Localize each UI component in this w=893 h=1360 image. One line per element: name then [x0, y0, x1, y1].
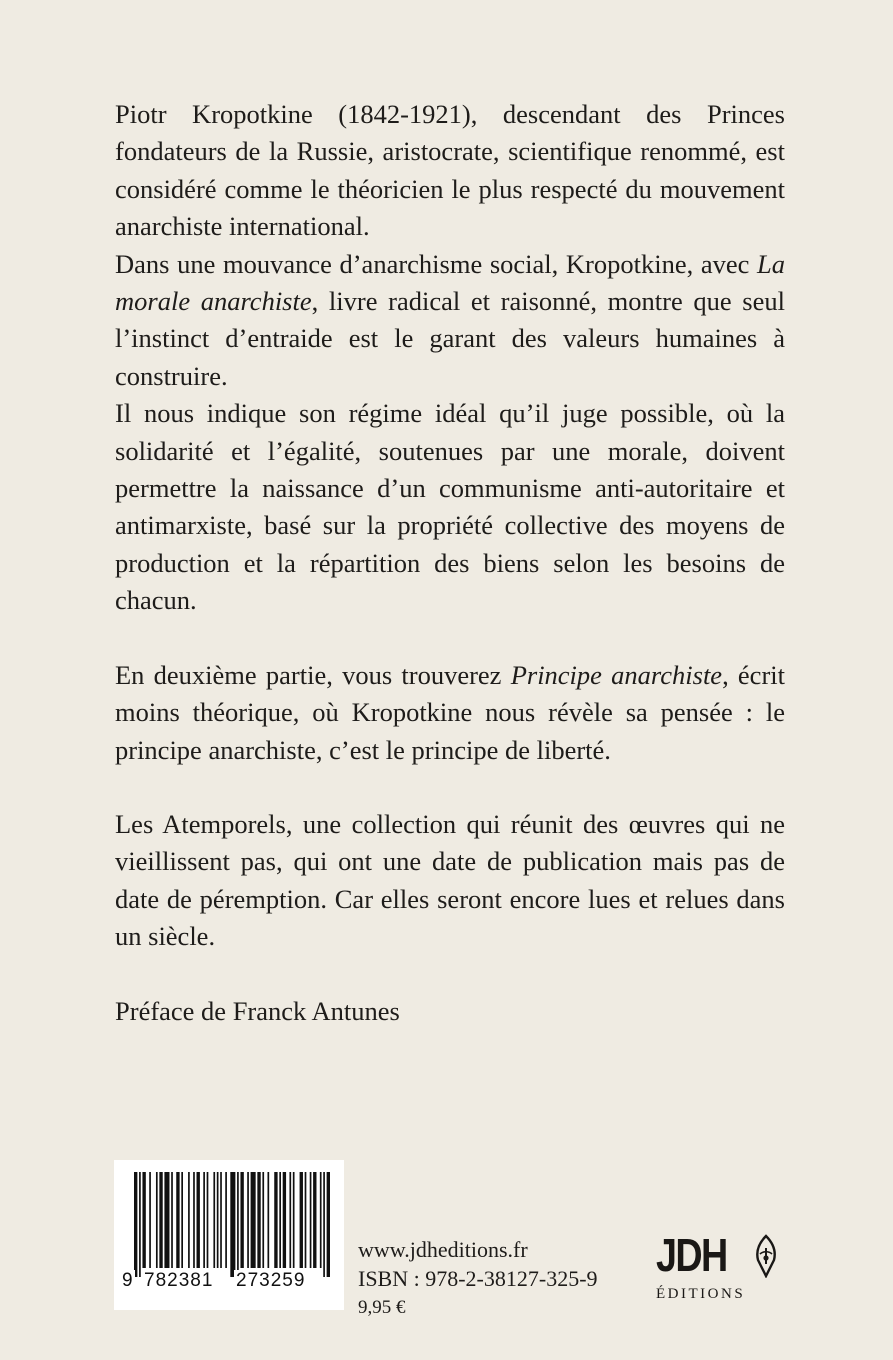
- barcode-bar: [188, 1172, 190, 1268]
- barcode: [114, 1160, 344, 1310]
- barcode-bar: [134, 1172, 137, 1277]
- barcode-bar: [213, 1172, 215, 1268]
- barcode-bar: [289, 1172, 291, 1268]
- barcode-bar: [176, 1172, 179, 1268]
- barcode-bar: [207, 1172, 209, 1268]
- barcode-bar: [171, 1172, 173, 1268]
- second-part-title: Principe anarchiste: [510, 659, 723, 690]
- barcode-bar: [193, 1172, 195, 1268]
- barcode-bar: [274, 1172, 277, 1268]
- book-summary-paragraph: Dans une mouvance d’anarchisme social, Kropotkine, avec La morale anarchiste, livre radical et raisonné, montre que seul l’instinct d’entraide est le garant des valeurs humaines à construire.: [115, 248, 785, 391]
- barcode-bar: [327, 1172, 330, 1277]
- barcode-bars: [134, 1172, 330, 1277]
- barcode-bar: [240, 1172, 243, 1268]
- publisher-website: www.jdheditions.fr: [358, 1237, 528, 1262]
- barcode-bar: [313, 1172, 316, 1268]
- barcode-bar: [203, 1172, 205, 1268]
- barcode-bar: [305, 1172, 307, 1268]
- barcode-bar: [247, 1172, 249, 1268]
- barcode-bar: [283, 1172, 286, 1268]
- isbn-number: ISBN : 978-2-38127-325-9: [358, 1266, 598, 1291]
- barcode-bar: [279, 1172, 281, 1268]
- collection-paragraph: Les Atemporels, une collection qui réunit des œuvres qui ne vieillissent pas, qui ont une date de publication mais pas de date de péremption. Car elles seront encore lues et relues dans un siècle.: [115, 808, 785, 952]
- barcode-bar: [142, 1172, 145, 1268]
- barcode-bar: [139, 1172, 141, 1277]
- book-title: La morale anarchiste: [115, 248, 785, 317]
- barcode-bar: [293, 1172, 295, 1268]
- barcode-bar: [230, 1172, 235, 1277]
- barcode-bar: [225, 1172, 227, 1268]
- barcode-bar: [156, 1172, 158, 1268]
- barcode-bar: [310, 1172, 312, 1268]
- barcode-number: [118, 1270, 344, 1296]
- barcode-digit-group-right: 273259: [236, 1270, 306, 1291]
- ideal-regime-paragraph: Il nous indique son régime idéal qu’il juge possible, où la solidarité et l’égalité, soutenues par une morale, doivent permettre la naissance d’un communisme anti-autoritaire et antimarxiste, basé sur la propriété collective des moyens de production et la répartition des biens selon les besoins de chacun.: [115, 398, 785, 616]
- logo-subtitle: ÉDITIONS: [656, 1286, 746, 1302]
- second-part-paragraph: En deuxième partie, vous trouverez Principe anarchiste, écrit moins théorique, où Kropotkine nous révèle sa pensée : le principe anarchiste, c’est le principe de liberté.: [115, 659, 785, 765]
- barcode-digit-group-left: 782381: [144, 1270, 214, 1291]
- barcode-bar: [217, 1172, 219, 1268]
- barcode-bar: [267, 1172, 269, 1268]
- barcode-bar: [164, 1172, 169, 1268]
- back-cover-text: [115, 96, 785, 1030]
- barcode-bar: [320, 1172, 322, 1268]
- publisher-info: [358, 1235, 598, 1322]
- logo-letters: JDH: [656, 1229, 727, 1281]
- barcode-bar: [257, 1172, 260, 1268]
- preface-credit: Préface de Franck Antunes: [115, 995, 400, 1026]
- publisher-logo: [656, 1230, 776, 1310]
- barcode-bar: [262, 1172, 264, 1268]
- barcode-bar: [237, 1172, 239, 1277]
- barcode-bar: [300, 1172, 303, 1268]
- barcode-bar: [251, 1172, 256, 1268]
- barcode-bar: [159, 1172, 162, 1268]
- barcode-bar: [181, 1172, 183, 1268]
- barcode-bar: [149, 1172, 151, 1268]
- barcode-bar: [220, 1172, 222, 1268]
- price: 9,95 €: [358, 1297, 406, 1318]
- barcode-bar: [323, 1172, 325, 1277]
- barcode-bar: [197, 1172, 200, 1268]
- barcode-digit-first: 9: [122, 1270, 133, 1291]
- author-bio-paragraph: Piotr Kropotkine (1842-1921), descendant des Princes fondateurs de la Russie, aristocrate, scientifique renommé, est considéré comme le théoricien le plus respecté du mouvement anarchiste international.: [115, 99, 785, 242]
- fountain-pen-nib-icon: [752, 1234, 780, 1278]
